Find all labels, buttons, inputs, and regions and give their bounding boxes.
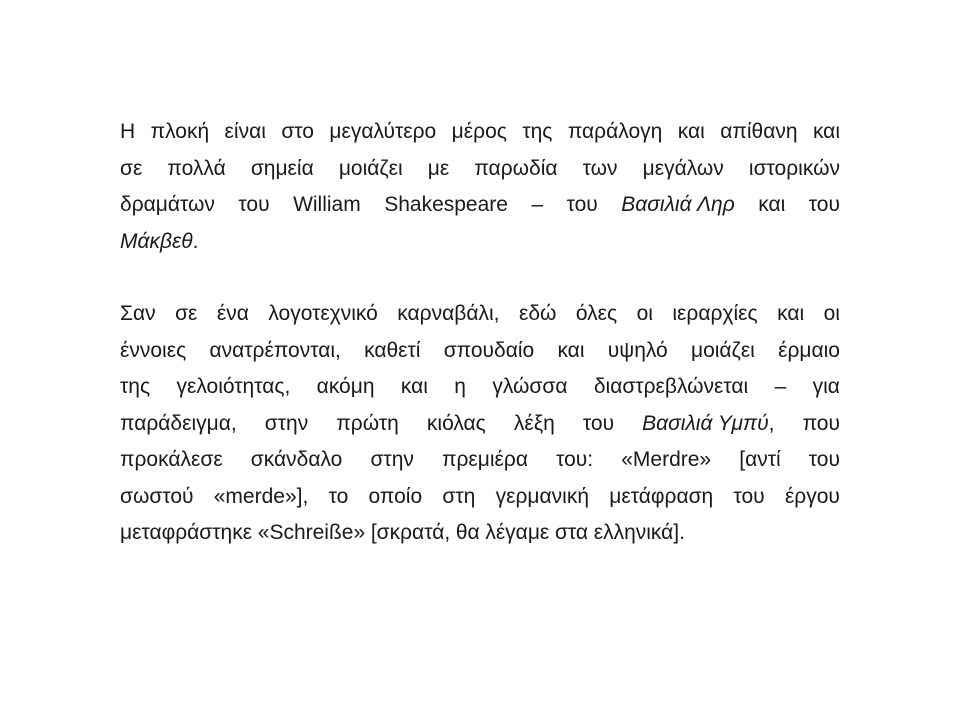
word: και <box>677 120 705 143</box>
word: γελοιότητας, <box>176 375 291 398</box>
paragraph <box>120 114 840 260</box>
word: Η <box>120 120 136 143</box>
word: ένα <box>216 302 249 325</box>
word: του <box>733 484 765 508</box>
text-line <box>120 333 840 370</box>
word: γερμανική <box>495 484 590 508</box>
word: της <box>120 375 151 398</box>
word: [αντί <box>739 448 781 471</box>
word: μοιάζει <box>690 338 755 362</box>
word: λέξη <box>513 411 555 435</box>
word: του <box>582 411 615 435</box>
word: «merde»], <box>213 484 309 508</box>
word: της <box>522 120 553 143</box>
word: μέρος <box>451 120 507 143</box>
word: πλοκή <box>150 120 210 143</box>
italic-title <box>120 224 198 261</box>
text-line <box>120 296 840 333</box>
word: που <box>802 411 840 435</box>
word: και <box>812 120 840 143</box>
word: οι <box>823 302 840 325</box>
word: ακόμη <box>316 375 375 398</box>
word: του <box>808 448 840 471</box>
paragraph <box>120 296 840 552</box>
word: έρμαιο <box>778 338 840 362</box>
word: στην <box>370 448 414 471</box>
word: σε <box>120 156 143 180</box>
word: του <box>808 193 840 216</box>
text-line <box>120 369 840 406</box>
word: – <box>774 375 787 398</box>
word: με <box>427 156 450 180</box>
word: οποίο <box>368 484 423 508</box>
word: [σκρατά, <box>370 521 451 544</box>
word: πολλά <box>167 156 226 180</box>
word: στην <box>264 411 309 435</box>
italic-text: Βασιλιά Ληρ <box>621 193 735 216</box>
word: θα <box>455 521 480 544</box>
word: παράδειγμα, <box>120 411 237 435</box>
word: έργου <box>784 484 840 508</box>
word: ιστορικών <box>748 156 840 180</box>
word: μεγάλων <box>642 156 724 180</box>
word: σωστού <box>120 484 194 508</box>
text-line <box>120 114 840 151</box>
word: παράλογη <box>567 120 663 143</box>
word: μεγαλύτερο <box>329 120 437 143</box>
italic-text: Βασιλιά Υμπύ <box>642 411 769 435</box>
punctuation: . <box>192 229 199 253</box>
word: των <box>582 156 618 180</box>
word: προκάλεσε <box>120 448 223 471</box>
word: – <box>531 193 544 216</box>
text-line <box>120 479 840 516</box>
word: οι <box>636 302 653 325</box>
punctuation: , <box>768 411 775 435</box>
word: για <box>812 375 840 398</box>
word: σκάνδαλο <box>250 448 343 471</box>
word: ιεραρχίες <box>672 302 758 325</box>
word: απίθανη <box>720 120 798 143</box>
text-line <box>120 442 840 479</box>
word: του <box>238 193 270 216</box>
italic-text: Μάκβεθ <box>120 229 193 253</box>
word: William <box>293 193 361 216</box>
word: ελληνικά]. <box>593 521 685 544</box>
word: και <box>557 338 585 362</box>
word: γλώσσα <box>492 375 568 398</box>
word: είναι <box>224 120 266 143</box>
word: και <box>777 302 805 325</box>
word: και <box>758 193 786 216</box>
text-line <box>120 224 840 261</box>
word: η <box>454 375 466 398</box>
word: μοιάζει <box>338 156 403 180</box>
word: στη <box>442 484 476 508</box>
word: λογοτεχνικό <box>268 302 378 325</box>
word: δραμάτων <box>120 193 215 216</box>
word: σε <box>175 302 198 325</box>
text-line <box>120 406 840 443</box>
word: κιόλας <box>426 411 486 435</box>
word: πρεμιέρα <box>442 448 529 471</box>
word: σημεία <box>250 156 314 180</box>
text-line <box>120 187 840 224</box>
text-line <box>120 515 840 552</box>
word: μετάφραση <box>609 484 714 508</box>
italic-title <box>642 406 774 443</box>
word: εδώ <box>518 302 557 325</box>
word: του <box>566 193 598 216</box>
word: ανατρέπονται, <box>209 338 341 362</box>
word: στο <box>281 120 314 143</box>
word: «Merdre» <box>621 448 712 471</box>
word: πρώτη <box>336 411 399 435</box>
word: «Schreiße» <box>257 521 366 544</box>
word: λέγαμε <box>485 521 550 544</box>
word: στα <box>554 521 589 544</box>
word: καρναβάλι, <box>397 302 500 325</box>
word: έννοιες <box>120 338 187 362</box>
word: διαστρεβλώνεται <box>593 375 749 398</box>
word: όλες <box>575 302 618 325</box>
word: και <box>400 375 428 398</box>
word: το <box>328 484 349 508</box>
text-line <box>120 151 840 188</box>
text-body <box>120 114 840 552</box>
word: του: <box>556 448 594 471</box>
word: Shakespeare <box>384 193 508 216</box>
word: υψηλό <box>607 338 668 362</box>
word: καθετί <box>364 338 421 362</box>
word: Σαν <box>120 302 156 325</box>
word: παρωδία <box>474 156 558 180</box>
italic-title <box>621 187 734 224</box>
word: σπουδαίο <box>443 338 535 362</box>
word: μεταφράστηκε <box>120 521 253 544</box>
